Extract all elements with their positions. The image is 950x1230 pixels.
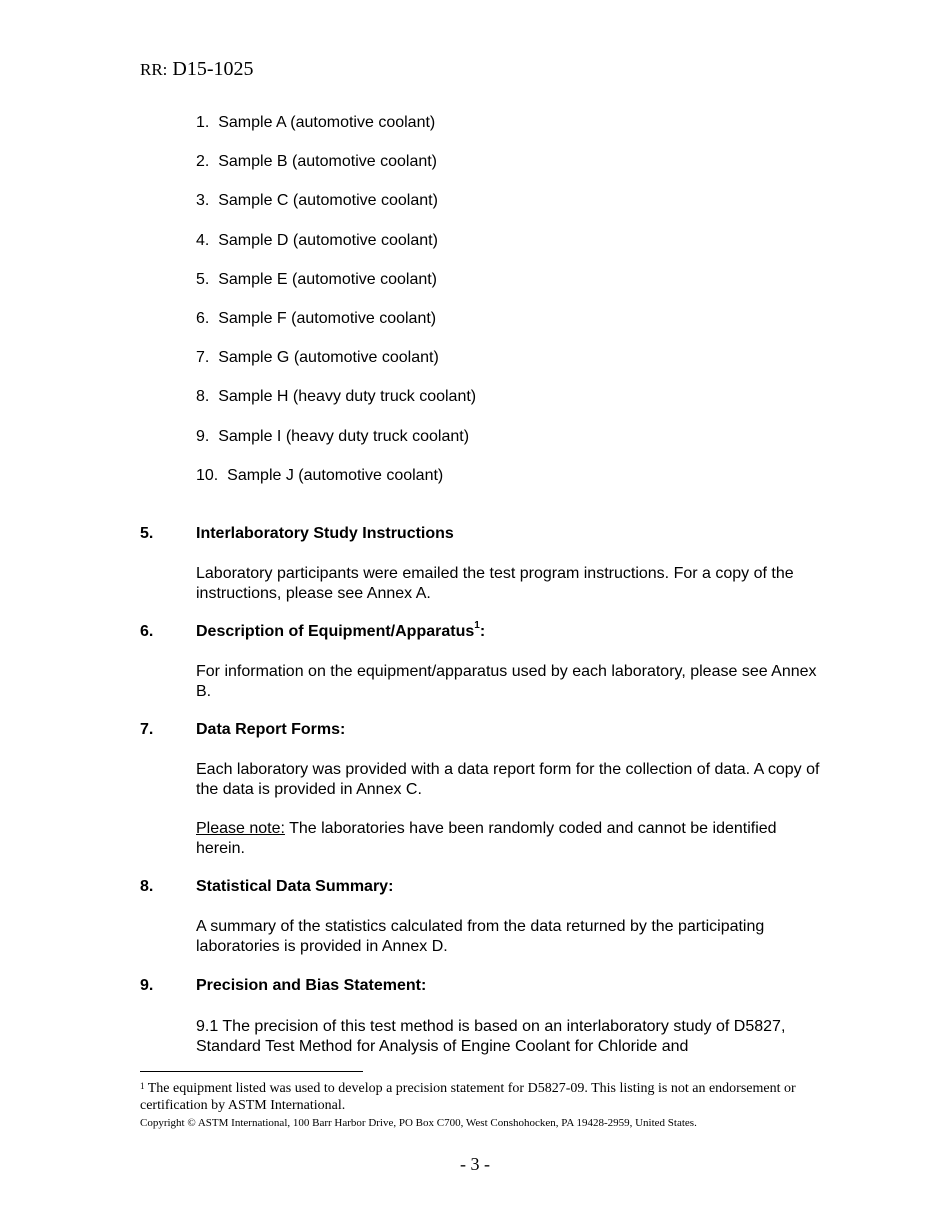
list-item-number: 6. [196,309,210,327]
list-item-number: 7. [196,349,210,367]
sample-list-item [196,348,476,367]
report-header [140,58,254,81]
section-number: 9. [140,977,154,994]
list-item-number: 5. [196,270,210,288]
list-item-text: Sample B (automotive coolant) [218,153,438,171]
note-body: The laboratories have been randomly coded and cannot be identified herein. [196,820,777,857]
list-item-text: Sample C (automotive coolant) [218,192,438,210]
list-item-number: 10. [196,466,219,484]
footnote-text: The equipment listed was used to develop a precision statement for D5827-09. This listing is not an endorsement or certification by ASTM International. [140,1081,796,1113]
list-item-text: Sample F (automotive coolant) [218,309,437,327]
section-title: Statistical Data Summary: [196,878,394,895]
list-item-number: 3. [196,192,210,210]
section-number: 5. [140,525,154,542]
sample-list-item [196,387,476,406]
sample-list-item [196,191,476,210]
sample-list [196,113,476,505]
list-item-text: Sample G (automotive coolant) [218,349,439,367]
list-item-text: Sample I (heavy duty truck coolant) [218,427,470,445]
section-number: 8. [140,878,154,895]
list-item-number: 2. [196,153,210,171]
note-label: Please note: [196,820,285,837]
sample-list-item [196,427,476,446]
section-9-body: 9.1 The precision of this test method is based on an interlaboratory study of D5827, Standard Test Method for Analysis of Engine Coolant for Chloride and [196,1018,786,1055]
footnote [140,1080,800,1114]
list-item-text: Sample A (automotive coolant) [218,114,436,131]
list-item-number: 8. [196,388,210,406]
copyright-line: Copyright © ASTM International, 100 Barr Harbor Drive, PO Box C700, West Conshohocken, PA 19428-2959, United States. [140,1117,697,1129]
section-number: 7. [140,721,154,738]
list-item-text: Sample H (heavy duty truck coolant) [218,388,477,406]
section-7-note [196,819,821,858]
header-code: D15-1025 [172,58,254,80]
footnote-divider [140,1071,363,1072]
section-5-body: Laboratory participants were emailed the test program instructions. For a copy of the instructions, please see Annex A. [196,565,794,602]
sample-list-item [196,466,476,485]
section-title: Precision and Bias Statement: [196,977,427,994]
list-item-text: Sample J (automotive coolant) [227,466,444,484]
list-item-text: Sample D (automotive coolant) [218,231,438,249]
page-number: - 3 - [460,1154,490,1174]
section-8-body: A summary of the statistics calculated from the data returned by the participating laboratories is provided in Annex D. [196,918,765,955]
sample-list-item [196,309,476,328]
footnote-reference: 1 [474,620,480,631]
sample-list-item [196,231,476,250]
header-prefix: RR: [140,60,168,79]
section-title-text: Description of Equipment/Apparatus [196,623,475,640]
sample-list-item [196,270,476,289]
list-item-text: Sample E (automotive coolant) [218,270,438,288]
sample-list-item [196,152,476,171]
section-6-body: For information on the equipment/apparatus used by each laboratory, please see Annex B. [196,663,817,700]
section-title-suffix: : [479,623,486,640]
section-title: Data Report Forms: [196,721,346,738]
section-title [196,620,486,641]
sample-list-item [196,113,476,132]
section-title: Interlaboratory Study Instructions [196,525,454,542]
section-7-body: Each laboratory was provided with a data report form for the collection of data. A copy of the data is provided in Annex C. [196,761,820,798]
list-item-number: 1. [196,114,210,131]
list-item-number: 4. [196,231,210,249]
list-item-number: 9. [196,427,210,445]
footnote-mark: 1 [140,1081,145,1091]
section-number: 6. [140,623,154,640]
